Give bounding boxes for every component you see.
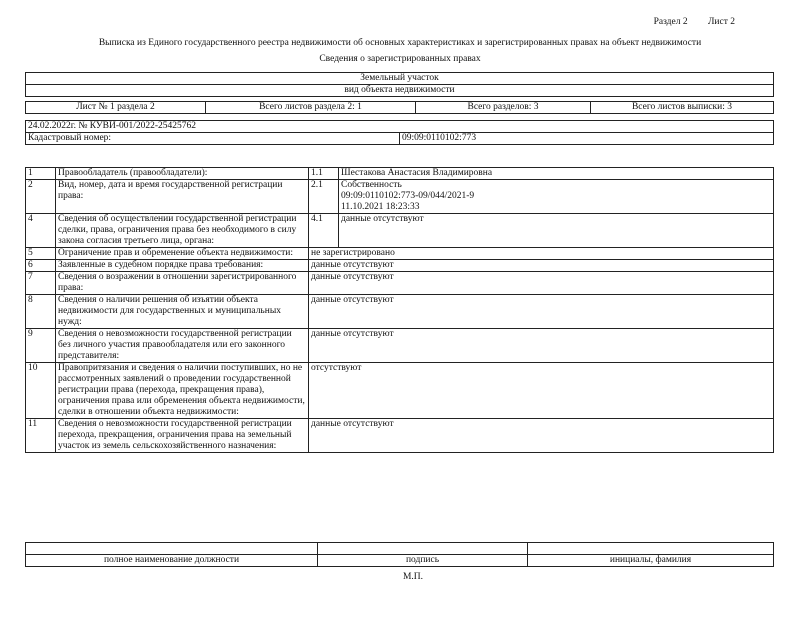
- table-row: [26, 214, 774, 248]
- sections-total-cell: Всего разделов: 3: [416, 102, 591, 114]
- row-label: Сведения о возражении в отношении зарегистрированного права:: [56, 272, 309, 295]
- row-number: 4: [26, 214, 56, 248]
- section-number: Раздел 2: [653, 17, 688, 27]
- signature-caption: подпись: [318, 555, 528, 567]
- row-label: Сведения о невозможности государственной регистрации перехода, прекращения, ограничения права на земельный участок из земель сельскохозяйственного назначения:: [56, 419, 309, 453]
- extract-sheets-cell: Всего листов выписки: 3: [591, 102, 774, 114]
- cadastral-label: Кадастровый номер:: [26, 133, 400, 145]
- table-row: [26, 180, 774, 214]
- row-value: данные отсутствуют: [309, 329, 774, 363]
- sheet-info-table: [25, 101, 774, 114]
- row-label: Ограничение прав и обременение объекта недвижимости:: [56, 248, 309, 260]
- sheet-number: Лист 2: [707, 17, 735, 27]
- table-row: [26, 419, 774, 453]
- row-label: Сведения об осуществлении государственной регистрации сделки, права, ограничения права без необходимого в силу закона согласия третьего лица, органа:: [56, 214, 309, 248]
- row-number: 1: [26, 168, 56, 180]
- row-label: Правообладатель (правообладатели):: [56, 168, 309, 180]
- object-type-table: [25, 72, 774, 97]
- signature-field: [318, 543, 528, 555]
- request-date-number: 24.02.2022г. № КУВИ-001/2022-25425762: [26, 121, 774, 133]
- table-row: [26, 329, 774, 363]
- row-label: Сведения о наличии решения об изъятии объекта недвижимости для государственных и муниципальных нужд:: [56, 295, 309, 329]
- document-subtitle: Сведения о зарегистрированных правах: [319, 54, 481, 64]
- section-sheets-cell: Всего листов раздела 2: 1: [206, 102, 416, 114]
- row-number: 8: [26, 295, 56, 329]
- request-table: [25, 120, 774, 145]
- table-row: [26, 168, 774, 180]
- row-number: 10: [26, 363, 56, 419]
- row-value: данные отсутствуют: [309, 419, 774, 453]
- document-title: Выписка из Единого государственного реестра недвижимости об основных характеристиках и зарегистрированных правах на объект недвижимости: [98, 38, 702, 48]
- row-subnumber: 1.1: [309, 168, 339, 180]
- row-subnumber: 4.1: [309, 214, 339, 248]
- name-caption: инициалы, фамилия: [528, 555, 774, 567]
- row-label: Сведения о невозможности государственной регистрации без личного участия правообладателя или его законного представителя:: [56, 329, 309, 363]
- row-value: не зарегистрировано: [309, 248, 774, 260]
- sheet-number-cell: Лист № 1 раздела 2: [26, 102, 206, 114]
- table-row: [26, 272, 774, 295]
- stamp-place: М.П.: [402, 572, 424, 582]
- row-label: Заявленные в судебном порядке права требования:: [56, 260, 309, 272]
- signature-table: [25, 542, 774, 567]
- position-field: [26, 543, 318, 555]
- object-type-caption: вид объекта недвижимости: [26, 85, 774, 97]
- row-number: 7: [26, 272, 56, 295]
- table-row: [26, 363, 774, 419]
- cadastral-number: 09:09:0110102:773: [400, 133, 774, 145]
- name-field: [528, 543, 774, 555]
- row-subnumber: 2.1: [309, 180, 339, 214]
- row-value: данные отсутствуют: [309, 260, 774, 272]
- table-row: [26, 260, 774, 272]
- row-value: Собственность 09:09:0110102:773-09/044/2021-9 11.10.2021 18:23:33: [339, 180, 774, 214]
- row-number: 5: [26, 248, 56, 260]
- page-header: [636, 17, 735, 27]
- row-value: данные отсутствуют: [309, 295, 774, 329]
- row-value: отсутствуют: [309, 363, 774, 419]
- object-type: Земельный участок: [26, 73, 774, 85]
- row-number: 9: [26, 329, 56, 363]
- row-number: 6: [26, 260, 56, 272]
- rights-table: [25, 167, 774, 453]
- row-label: Правопритязания и сведения о наличии поступивших, но не рассмотренных заявлений о проведении государственной регистрации права (перехода, прекращения права), ограничения права или обременения объекта недвижимости, сделки в отношении объекта недвижимости:: [56, 363, 309, 419]
- row-value: данные отсутствуют: [309, 272, 774, 295]
- row-value: данные отсутствуют: [339, 214, 774, 248]
- row-label: Вид, номер, дата и время государственной регистрации права:: [56, 180, 309, 214]
- row-number: 2: [26, 180, 56, 214]
- table-row: [26, 248, 774, 260]
- position-caption: полное наименование должности: [26, 555, 318, 567]
- table-row: [26, 295, 774, 329]
- row-number: 11: [26, 419, 56, 453]
- row-value: Шестакова Анастасия Владимировна: [339, 168, 774, 180]
